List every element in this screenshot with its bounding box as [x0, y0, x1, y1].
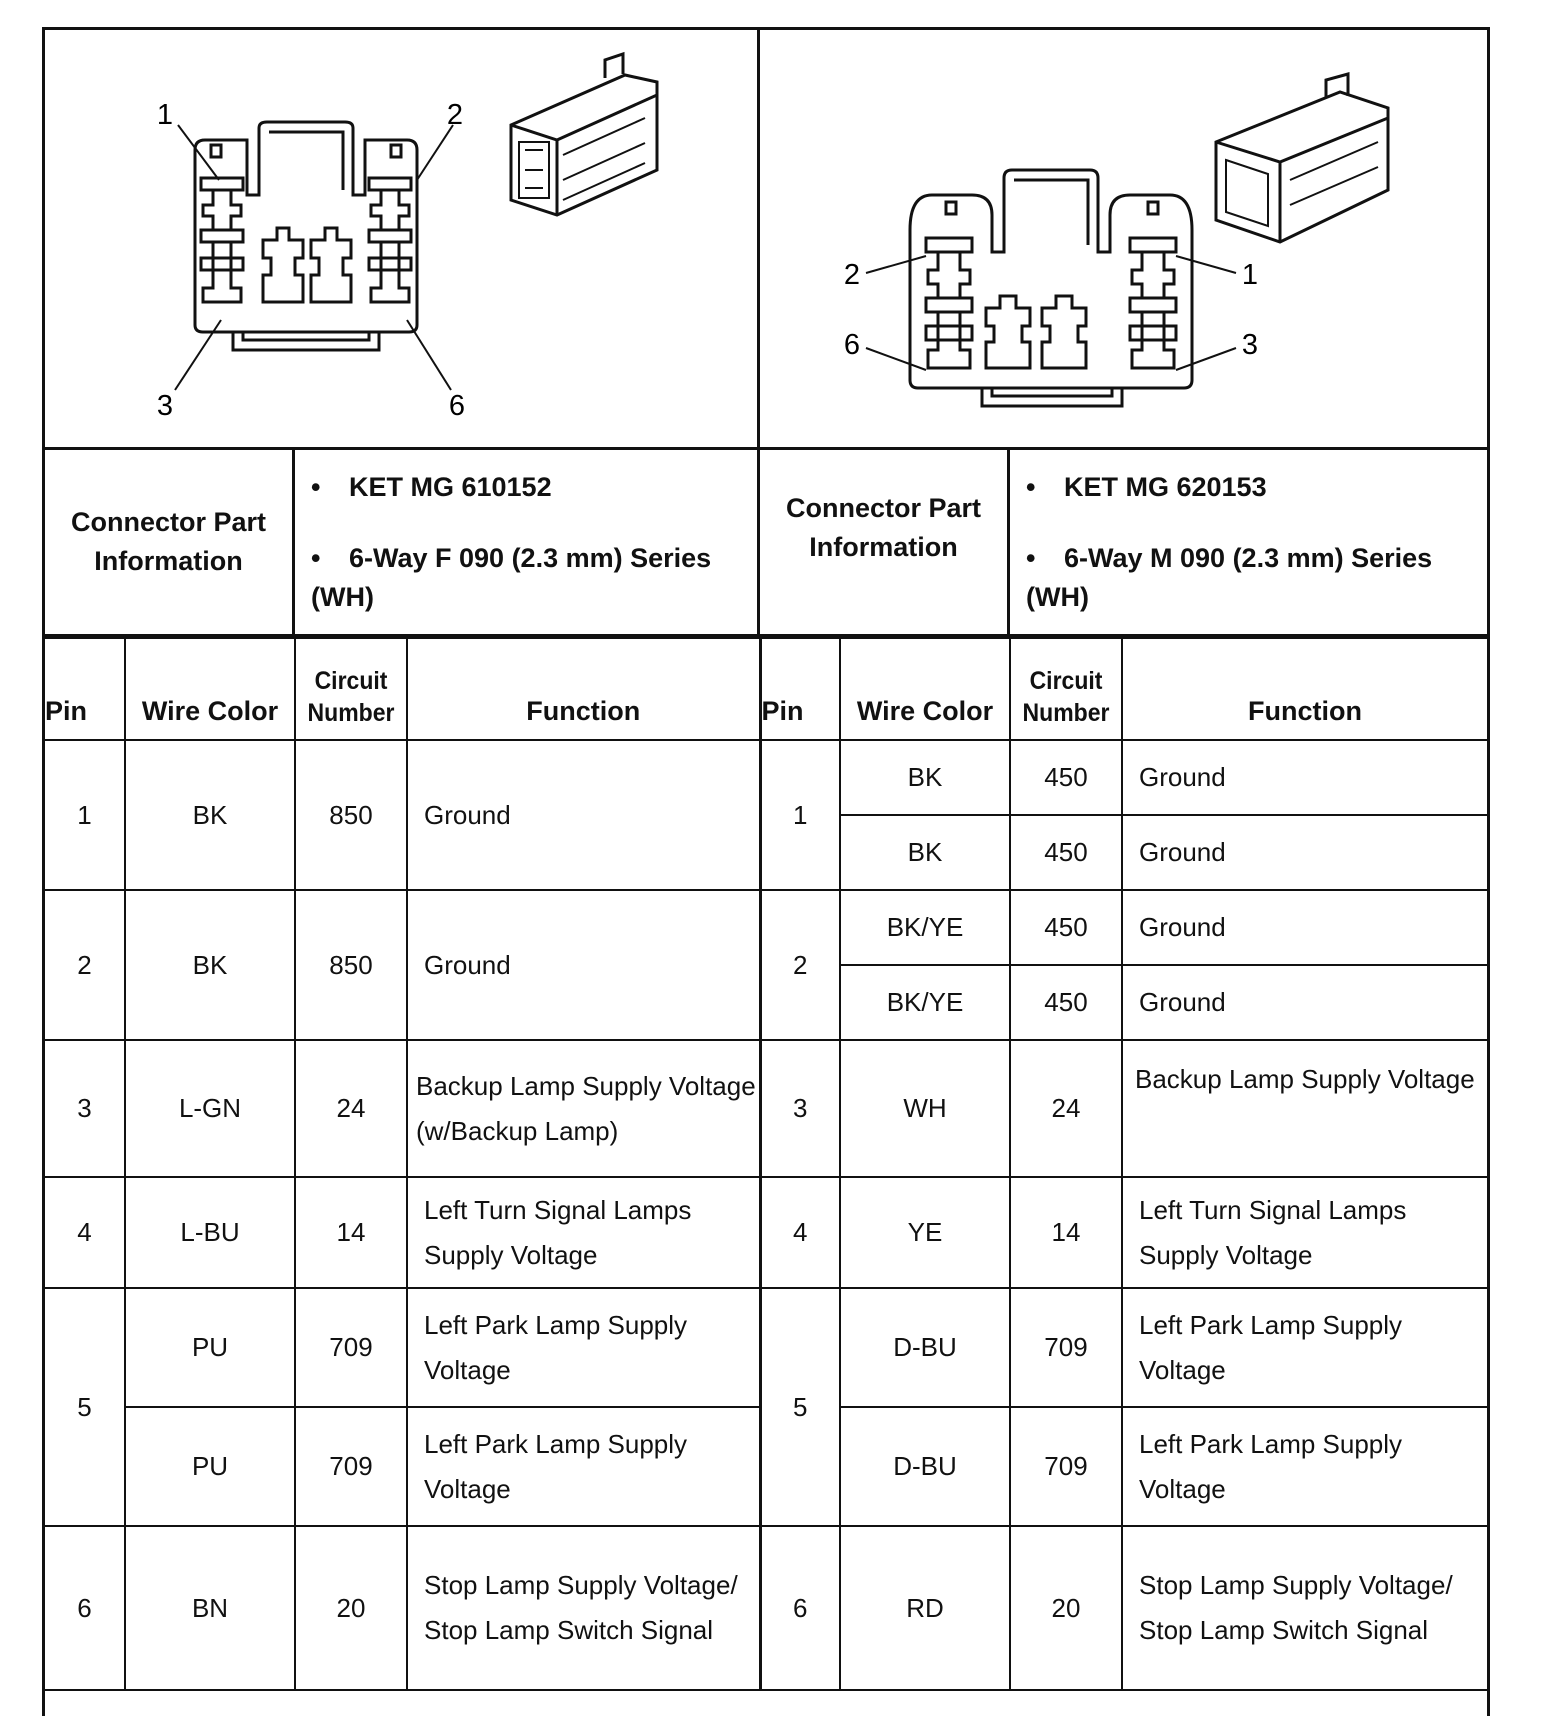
connector-sheet [42, 27, 1490, 1716]
right-wire-color: WH [840, 1040, 1010, 1177]
right-pin-label-1: 1 [1241, 259, 1259, 291]
left-circuit: 24 [295, 1040, 407, 1177]
left-wire-color: L-BU [125, 1177, 295, 1288]
table-row [45, 890, 1487, 965]
table-row [45, 1288, 1487, 1407]
right-function: Ground [1122, 815, 1487, 890]
table-row [45, 1177, 1487, 1288]
right-wire-color: D-BU [840, 1407, 1010, 1526]
right-function: Left Park Lamp Supply Voltage [1122, 1288, 1487, 1407]
left-function: Left Park Lamp Supply Voltage [407, 1288, 760, 1407]
right-circuit: 450 [1010, 965, 1122, 1040]
right-circuit: 450 [1010, 815, 1122, 890]
right-circuit: 20 [1010, 1526, 1122, 1690]
right-function: Left Turn Signal Lamps Supply Voltage [1122, 1177, 1487, 1288]
left-function: Ground [407, 740, 760, 890]
left-connector-diagram [45, 30, 760, 447]
left-part-info-label [45, 450, 295, 634]
right-part-info-list [1010, 450, 1487, 634]
right-function: Left Park Lamp Supply Voltage [1122, 1407, 1487, 1526]
right-connector-diagram [760, 30, 1487, 447]
header-circuit-number-left: Circuit Number [299, 638, 402, 740]
right-pin-label-6: 6 [843, 329, 861, 361]
right-wire-color: BK/YE [840, 890, 1010, 965]
left-circuit: 709 [295, 1407, 407, 1526]
table-header-row [45, 638, 1487, 740]
right-pin: 1 [760, 740, 840, 890]
left-part-info-label-text: Connector Part Information [70, 507, 267, 576]
right-function: Ground [1122, 740, 1487, 815]
left-circuit: 20 [295, 1526, 407, 1690]
table-row [45, 740, 1487, 815]
left-pin: 6 [45, 1526, 125, 1690]
male-connector-face-icon [760, 30, 1487, 447]
right-circuit: 709 [1010, 1288, 1122, 1407]
right-circuit: 450 [1010, 890, 1122, 965]
left-wire-color: PU [125, 1288, 295, 1407]
left-pin-label-3: 3 [156, 390, 174, 422]
left-wire-color: BK [125, 740, 295, 890]
right-wire-color: RD [840, 1526, 1010, 1690]
right-part-series: • 6-Way M 090 (2.3 mm) Series (WH) [1026, 543, 1433, 612]
left-circuit: 850 [295, 740, 407, 890]
left-wire-color: L-GN [125, 1040, 295, 1177]
female-connector-face-icon [45, 30, 757, 447]
right-function: Ground [1122, 890, 1487, 965]
right-part-number: • KET MG 620153 [1026, 472, 1267, 502]
right-function: Backup Lamp Supply Voltage [1122, 1040, 1487, 1177]
left-function: Left Turn Signal Lamps Supply Voltage [407, 1177, 760, 1288]
right-pin: 6 [760, 1526, 840, 1690]
left-wire-color: BK [125, 890, 295, 1040]
right-wire-color: D-BU [840, 1288, 1010, 1407]
right-part-info-label-text: Connector Part Information [785, 493, 982, 562]
left-pin: 2 [45, 890, 125, 1040]
left-part-series: • 6-Way F 090 (2.3 mm) Series (WH) [311, 543, 712, 612]
right-wire-color: BK [840, 740, 1010, 815]
table-row [45, 1040, 1487, 1177]
right-circuit: 450 [1010, 740, 1122, 815]
right-pin: 3 [760, 1040, 840, 1177]
header-function-right: Function [1122, 638, 1487, 740]
pinout-table [45, 637, 1487, 1691]
right-function: Stop Lamp Supply Voltage/ Stop Lamp Switch Signal [1122, 1526, 1487, 1690]
left-wire-color: PU [125, 1407, 295, 1526]
right-wire-color: BK/YE [840, 965, 1010, 1040]
right-function: Ground [1122, 965, 1487, 1040]
left-function: Ground [407, 890, 760, 1040]
header-pin-right: Pin [760, 638, 840, 740]
header-wire-color-left: Wire Color [125, 638, 295, 740]
right-wire-color: YE [840, 1177, 1010, 1288]
left-function: Left Park Lamp Supply Voltage [407, 1407, 760, 1526]
left-pin-label-1: 1 [156, 99, 174, 131]
right-circuit: 24 [1010, 1040, 1122, 1177]
table-row [45, 1526, 1487, 1690]
header-wire-color-right: Wire Color [840, 638, 1010, 740]
right-wire-color: BK [840, 815, 1010, 890]
right-circuit: 709 [1010, 1407, 1122, 1526]
connector-part-info-row [45, 450, 1487, 637]
header-pin-left: Pin [45, 638, 125, 740]
right-circuit: 14 [1010, 1177, 1122, 1288]
left-circuit: 850 [295, 890, 407, 1040]
right-pin: 2 [760, 890, 840, 1040]
header-function-left: Function [407, 638, 760, 740]
left-circuit: 709 [295, 1288, 407, 1407]
left-pin: 1 [45, 740, 125, 890]
left-function: Stop Lamp Supply Voltage/ Stop Lamp Switch Signal [407, 1526, 760, 1690]
header-circuit-number-right: Circuit Number [1014, 638, 1117, 740]
left-part-info-list [295, 450, 760, 634]
left-pin-label-6: 6 [448, 390, 466, 422]
left-pin: 4 [45, 1177, 125, 1288]
left-circuit: 14 [295, 1177, 407, 1288]
left-function: Backup Lamp Supply Voltage (w/Backup Lamp) [407, 1040, 760, 1177]
right-pin: 4 [760, 1177, 840, 1288]
right-part-info-label [760, 450, 1010, 634]
left-pin: 5 [45, 1288, 125, 1526]
right-pin: 5 [760, 1288, 840, 1526]
connector-diagrams-row [45, 30, 1487, 450]
left-part-number: • KET MG 610152 [311, 472, 552, 502]
left-pin: 3 [45, 1040, 125, 1177]
right-pin-label-2: 2 [843, 259, 861, 291]
right-pin-label-3: 3 [1241, 329, 1259, 361]
left-wire-color: BN [125, 1526, 295, 1690]
left-pin-label-2: 2 [446, 99, 464, 131]
